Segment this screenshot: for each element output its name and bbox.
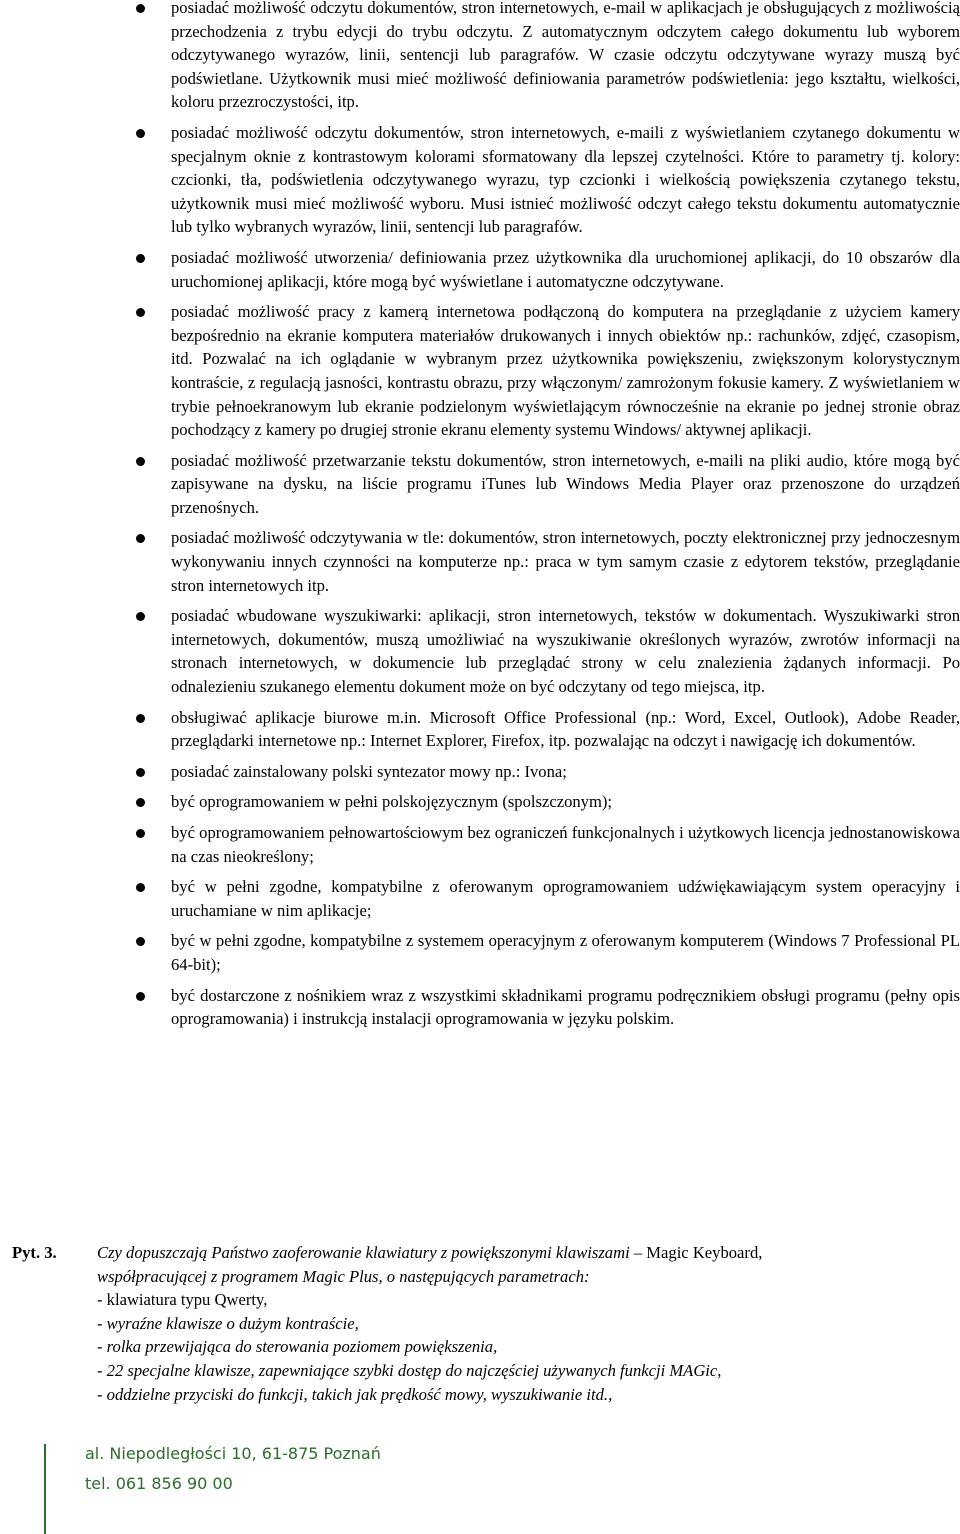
question-intro-text: Czy dopuszczają Państwo zaoferowanie klawiatury z powiększonymi klawiszami	[97, 1243, 630, 1262]
question-item: - rolka przewijająca do sterowania poziomem powiększenia,	[97, 1337, 498, 1357]
bullet-icon	[136, 4, 145, 13]
list-item: posiadać możliwość odczytywania w tle: dokumentów, stron internetowych, poczty elektronicznej przy jednoczesnym wykonywaniu innych czynności na komputerze np.: praca w tym samym czasie z edytorem tekstów, przeglądanie stron internetowych itp.	[126, 526, 960, 597]
question-intro-text-2: współpracującej z programem Magic Plus, o następujących parametrach:	[97, 1266, 590, 1286]
bullet-icon	[136, 798, 145, 807]
bullet-icon	[136, 612, 145, 621]
bullet-icon	[136, 254, 145, 263]
question-intro	[97, 1241, 959, 1288]
list-item: być dostarczone z nośnikiem wraz z wszystkimi składnikami programu podręcznikiem obsługi programu (pełny opis oprogramowania) i instrukcją instalacji oprogramowania w języku polskim.	[126, 984, 960, 1031]
list-item: posiadać możliwość pracy z kamerą internetowa podłączoną do komputera na przeglądanie z użyciem kamery bezpośrednio na ekranie komputera materiałów drukowanych i innych obiektów np.: rachunków, zdjęć, czasopism, itd. Pozwalać na ich oglądanie w wybranym przez użytkownika powiększeniu, zwiększonym kolorystycznym kontraście, z regulacją jasności, kontrastu obrazu, przy włączonym/ zamrożonym fokusie kamery. Z wyświetlaniem w trybie pełnoekranowym lub ekranie podzielonym wyświetlającym równocześnie na ekranie po jednej stronie obraz pochodzący z kamery po drugiej stronie ekranu elementy systemu Windows/ aktywnej aplikacji.	[126, 300, 960, 442]
list-item: obsługiwać aplikacje biurowe m.in. Microsoft Office Professional (np.: Word, Excel, Outlook), Adobe Reader, przeglądarki internetowe np.: Internet Explorer, Firefox, itp. pozwalając na odczyt i nawigację ich dokumentów.	[126, 706, 960, 753]
bullet-icon	[136, 714, 145, 723]
list-item: posiadać możliwość odczytu dokumentów, stron internetowych, e-maili z wyświetlaniem czytanego dokumentu w specjalnym oknie z kontrastowym kolorami sformatowany dla lepszej czytelności. Które to parametry tj. kolory: czcionki, tła, podświetlenia odczytywanego wyrazu, typ czcionki i wielkością powiększenia czytanego tekstu, użytkownik musi mieć możliwość wyboru. Musi istnieć możliwość odczyt całego tekstu dokumentu automatycznie lub tylko wybranych wyrazów, linii, sentencji lub paragrafów.	[126, 121, 960, 239]
requirements-list	[126, 0, 960, 1038]
list-item: być oprogramowaniem w pełni polskojęzycznym (spolszczonym);	[126, 790, 960, 814]
list-item: posiadać możliwość przetwarzanie tekstu dokumentów, stron internetowych, e-maili na pliki audio, które mogą być zapisywane na dysku, na liście programu iTunes lub Windows Media Player oraz przenoszone do urządzeń przenośnych.	[126, 449, 960, 520]
list-item: posiadać wbudowane wyszukiwarki: aplikacji, stron internetowych, tekstów w dokumentach. Wyszukiwarki stron internetowych, dokumentów, muszą umożliwiać na wyszukiwanie określonych wyrazów, zwrotów informacji na stronach internetowych, w dokumencie lub przeglądać strony w celu znalezienia żądanych informacji. Po odnalezieniu szukanego elementu dokument może on być odczytany od tego miejsca, itp.	[126, 604, 960, 698]
bullet-icon	[136, 457, 145, 466]
bullet-icon	[136, 768, 145, 777]
bullet-icon	[136, 534, 145, 543]
bullet-icon	[136, 308, 145, 317]
question-item: - 22 specjalne klawisze, zapewniające szybki dostęp do najczęściej używanych funkcji MAGic,	[97, 1360, 722, 1380]
question-item: - wyraźne klawisze o dużym kontraście,	[97, 1313, 359, 1333]
bullet-icon	[136, 883, 145, 892]
footer-divider	[44, 1444, 46, 1534]
list-item: być oprogramowaniem pełnowartościowym bez ograniczeń funkcjonalnych i użytkowych licencja jednostanowiskowa na czas nieokreślony;	[126, 821, 960, 868]
product-name: Magic Keyboard,	[646, 1243, 763, 1262]
bullet-icon	[136, 829, 145, 838]
footer-address: al. Niepodległości 10, 61-875 Poznań	[85, 1444, 381, 1463]
bullet-icon	[136, 992, 145, 1001]
question-body	[97, 1241, 959, 1406]
question-label: Pyt. 3.	[12, 1243, 57, 1262]
bullet-icon	[136, 937, 145, 946]
footer-phone: tel. 061 856 90 00	[85, 1474, 233, 1493]
list-item: posiadać możliwość utworzenia/ definiowania przez użytkownika dla uruchomionej aplikacji, do 10 obszarów dla uruchomionej aplikacji, które mogą być wyświetlane i automatyczne odczytywane.	[126, 246, 960, 293]
list-item: posiadać możliwość odczytu dokumentów, stron internetowych, e-mail w aplikacjach je obsługujących z możliwością przechodzenia z trybu edycji do trybu odczytu. Z automatycznym odczytem całego dokumentu lub wyborem odczytywanego wyrazów, linii, sentencji lub paragrafów. W czasie odczytu odczytywane wyrazy muszą być podświetlane. Użytkownik musi mieć możliwość definiowania parametrów podświetlenia: jego kształtu, wielkości, koloru przezroczystości, itp.	[126, 0, 960, 114]
bullet-icon	[136, 129, 145, 138]
list-item: być w pełni zgodne, kompatybilne z oferowanym oprogramowaniem udźwiękawiającym system operacyjny i uruchamiane w nim aplikacje;	[126, 875, 960, 922]
list-item: posiadać zainstalowany polski syntezator mowy np.: Ivona;	[126, 760, 960, 784]
question-item: - klawiatura typu Qwerty,	[97, 1290, 268, 1310]
list-item: być w pełni zgodne, kompatybilne z systemem operacyjnym z oferowanym komputerem (Windows 7 Professional PL 64-bit);	[126, 929, 960, 976]
question-item: - oddzielne przyciski do funkcji, takich jak prędkość mowy, wyszukiwanie itd.,	[97, 1384, 613, 1404]
question-dash: –	[629, 1243, 647, 1262]
